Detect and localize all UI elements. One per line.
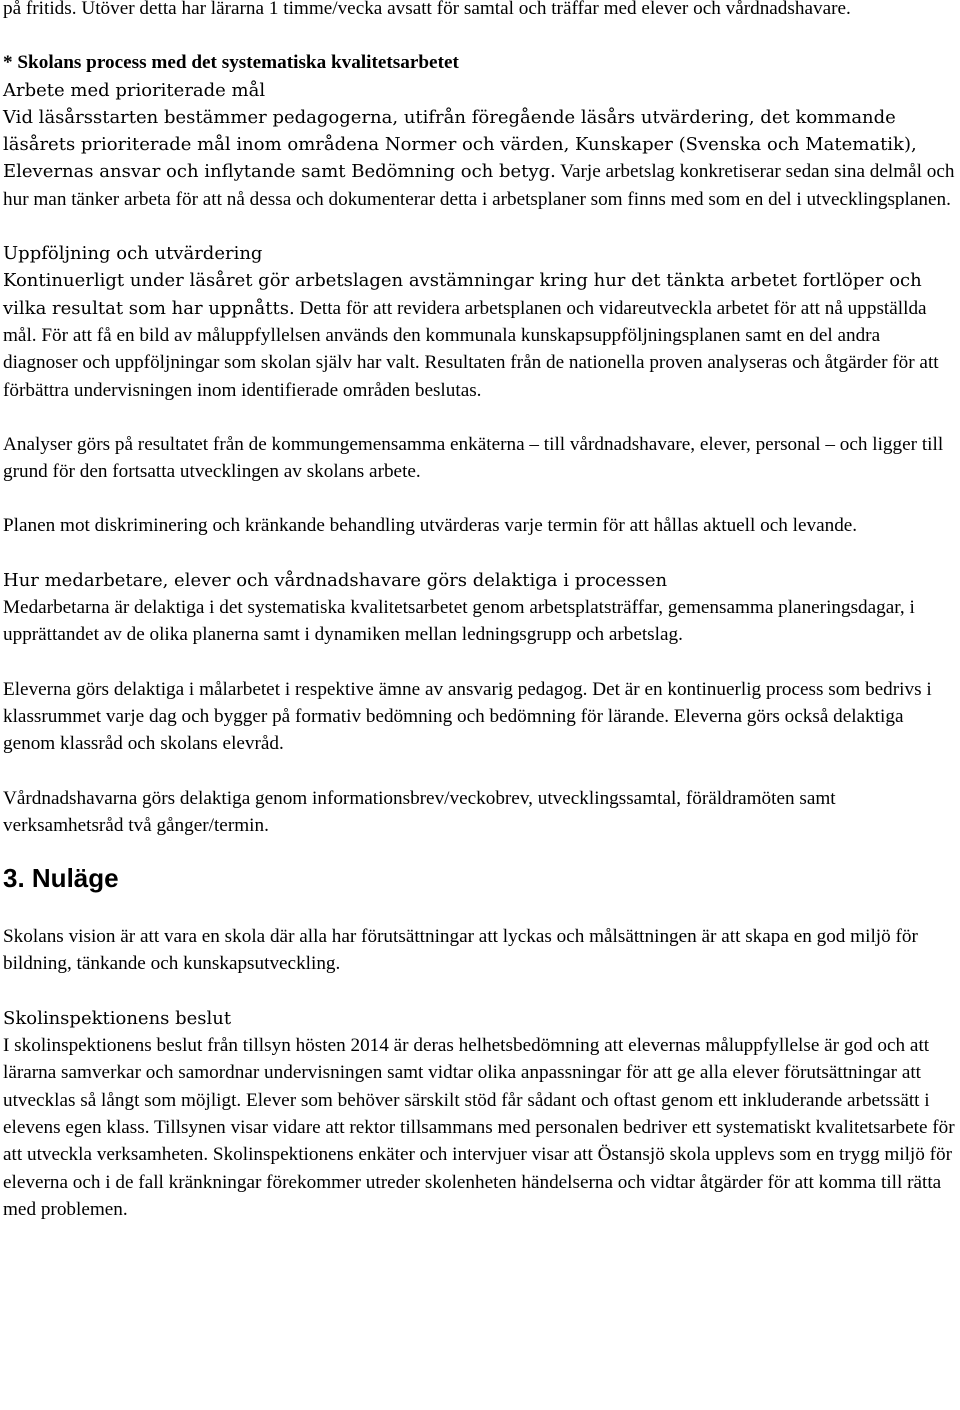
subheading-follow-up: Uppföljning och utvärdering	[3, 243, 263, 265]
paragraph-follow-up-b: Detta för att revidera arbetsplanen och vidareutveckla arbetet för att nå uppställda mål. För att få en bild av måluppfyllelsen används den kommunala kunskapsuppföljningsplanen samt en del andra diagnoser och uppföljningar som skolan själv har valt. Resultaten från de nationella proven analyseras och åtgärder för att förbättra undervisningen inom identifierade områden beslutas.	[3, 297, 939, 401]
section-involvement	[3, 567, 958, 649]
paragraph-discrimination-plan: Planen mot diskriminering och kränkande behandling utvärderas varje termin för att hållas aktuell och levande.	[3, 515, 858, 537]
paragraph-follow-up-a: Kontinuerligt under läsåret gör arbetslagen avstämningar kring hur det tänkta arbetet fortlöper och vilka resultat som har uppnåtts.	[3, 270, 922, 319]
section-follow-up	[3, 240, 958, 404]
paragraph-analyses: Analyser görs på resultatet från de kommungemensamma enkäterna – till vårdnadshavare, elever, personal – och ligger till grund för den fortsatta utvecklingen av skolans arbete.	[3, 433, 944, 483]
paragraph-intro: på fritids. Utöver detta har lärarna 1 timme/vecka avsatt för samtal och träffar med elever och vårdnadshavare.	[3, 0, 851, 19]
section-heading-current-state: 3. Nuläge	[3, 863, 119, 894]
paragraph-vision: Skolans vision är att vara en skola där alla har förutsättningar att lyckas och målsättningen är att skapa en god miljö för bildning, tänkande och kunskapsutveckling.	[3, 926, 918, 975]
subheading-involvement: Hur medarbetare, elever och vårdnadshavare görs delaktiga i processen	[3, 569, 668, 591]
document-page	[3, 0, 958, 1223]
paragraph-inspection: I skolinspektionens beslut från tillsyn hösten 2014 är deras helhetsbedömning att elevernas måluppfyllelse är god och att lärarna samverkar och samordnar undervisningen samt vidtar olika anpassningar för att ge alla elever förutsättningar att utvecklas så långt som möjligt. Elever som behöver särskilt stöd får sådant och oftast genom ett inkluderande arbetssätt i elevens egen klass. Tillsynen visar vidare att rektor tillsammans med personalen bedriver ett systematiskt kvalitetsarbete för att utveckla verksamheten. Skolinspektionens enkäter och intervjuer visar att Östansjö skola upplevs som en trygg miljö för eleverna och i de fall kränkningar förekommer utreder skolenheten händelserna och vidtar åtgärder för att komma till rätta med problemen.	[3, 1035, 955, 1220]
paragraph-student-involvement: Eleverna görs delaktiga i målarbetet i respektive ämne av ansvarig pedagog. Det är en kontinuerlig process som bedrivs i klassrummet varje dag och bygger på formativ bedömning och bedömning för lärande. Eleverna görs också delaktiga genom klassråd och skolans elevråd.	[3, 678, 932, 755]
subheading-inspection: Skolinspektionens beslut	[3, 1007, 232, 1029]
paragraph-prioritized-goals-a: Vid läsårsstarten bestämmer pedagogerna, utifrån föregående läsårs utvärdering, det kommande läsårets prioriterade mål inom områdena Normer och värden, Kunskaper (Svenska och Matematik), Elevernas ansvar och inflytande samt Bedömning och betyg.	[3, 106, 917, 183]
paragraph-staff-involvement: Medarbetarna är delaktiga i det systematiska kvalitetsarbetet genom arbetsplatsträffar, gemensamma planeringsdagar, i upprättandet av de olika planerna samt i dynamiken mellan ledningsgrupp och arbetslag.	[3, 597, 915, 646]
section-heading-process: * Skolans process med det systematiska kvalitetsarbetet	[3, 52, 459, 74]
subheading-prioritized-goals: Arbete med prioriterade mål	[3, 79, 266, 101]
section-process	[3, 49, 958, 213]
section-inspection	[3, 1005, 958, 1223]
paragraph-prioritized-goals-b: Varje arbetslag konkretiserar sedan sina delmål och hur man tänker arbeta för att nå dessa och dokumenterar detta i arbetsplaner som finns med som en del i utvecklingsplanen.	[3, 161, 955, 210]
paragraph-guardian-involvement: Vårdnadshavarna görs delaktiga genom informationsbrev/veckobrev, utvecklingssamtal, föräldramöten samt verksamhetsråd två gånger/termin.	[3, 787, 836, 836]
paragraph-prioritized-goals	[3, 104, 958, 213]
paragraph-follow-up	[3, 267, 958, 403]
